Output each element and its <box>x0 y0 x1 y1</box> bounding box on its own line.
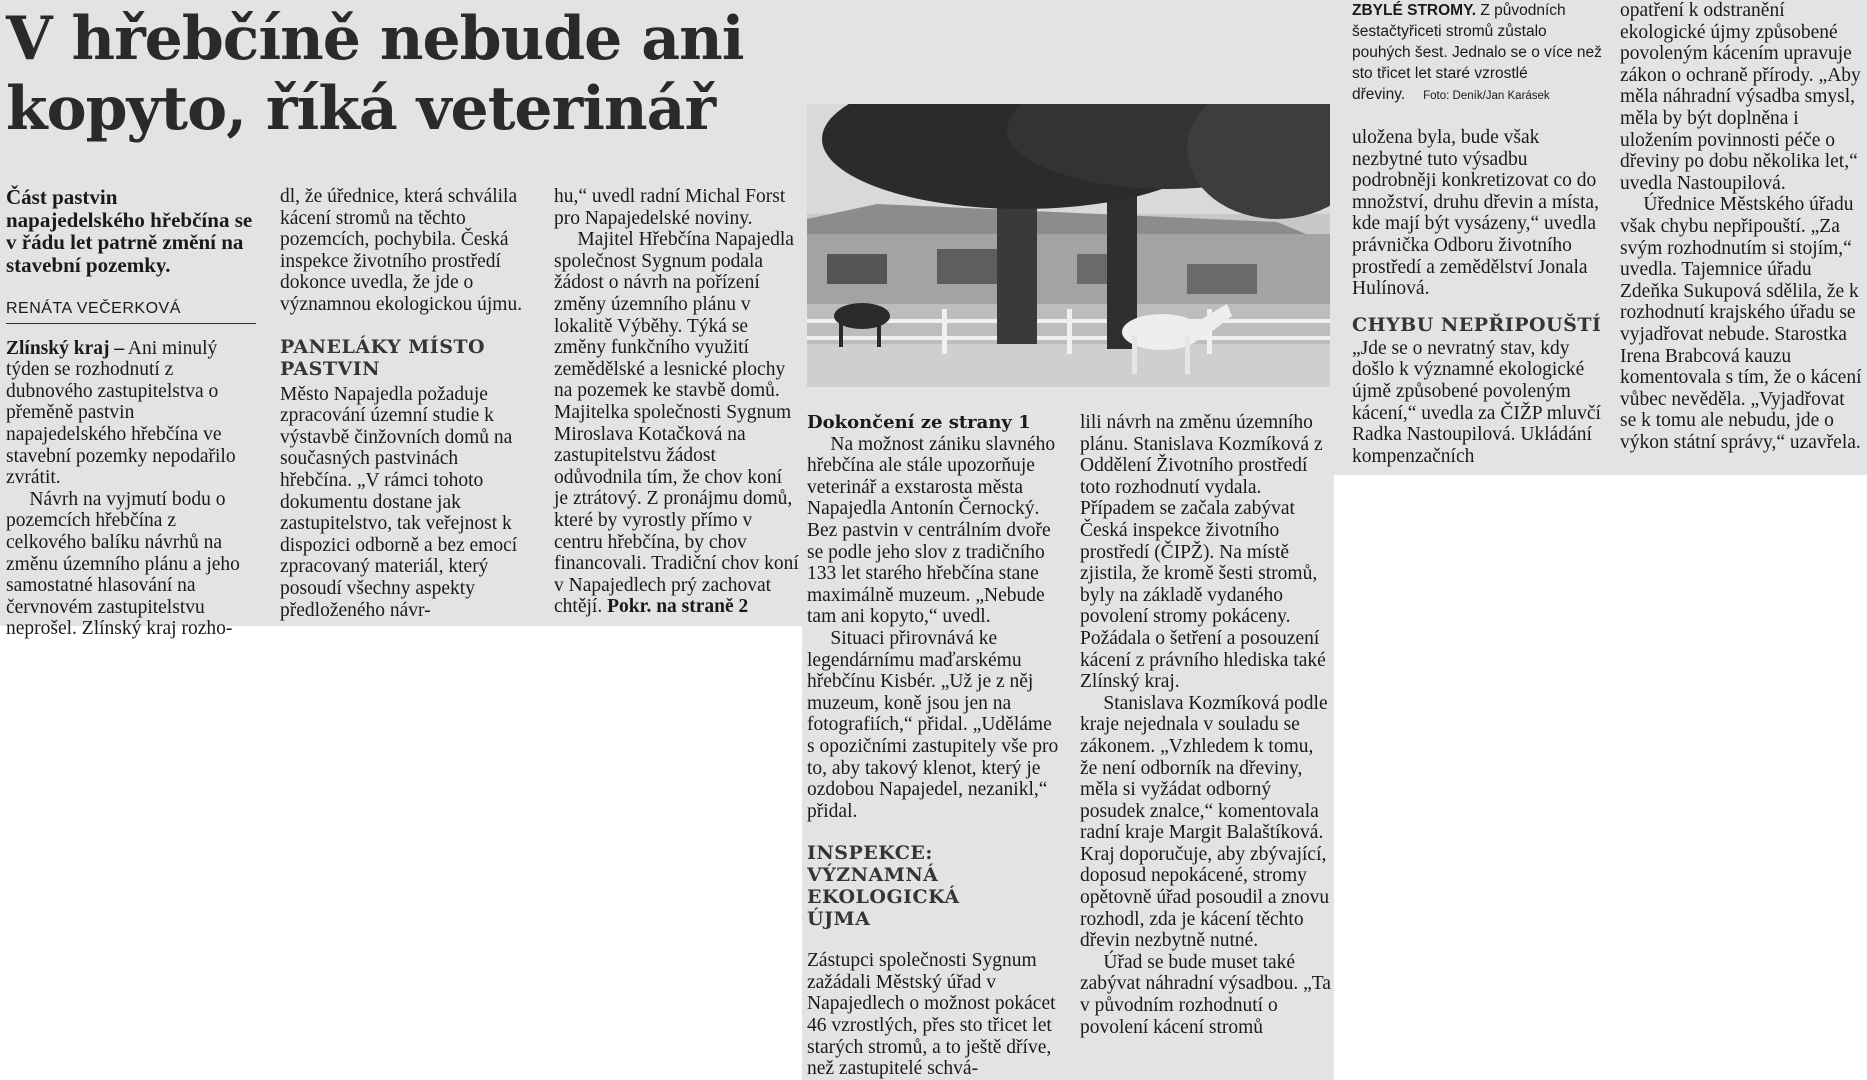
article-paragraph: „Jde se o nevratný stav, kdy došlo k významné ekologické újmě způsobené povoleným kácení,“ uvedla za ČIŽP mluvčí Radka Nastoupilová. Ukládání kompenzačních <box>1352 337 1601 467</box>
article-paragraph: Město Napajedla požaduje zpracování územní studie k výstavbě činžovních domů na současných pastvinách hřebčína. „V rámci tohoto dokumentu dostane jak zastupitelstvo, tak veřejnost k dispozici odborně a bez emocí zpracovaný materiál, který posoudí všechny aspekty předloženého návr- <box>280 383 518 621</box>
horse-stable-photo <box>807 104 1330 387</box>
continuation-column-1 <box>807 412 1059 1080</box>
horse-stable-photo-svg <box>807 104 1330 387</box>
article-paragraph: Stanislava Kozmíková podle kraje nejednala v souladu se zákonem. „Vzhledem k tomu, že není odborník na dřeviny, měla si vyžádat odborný posudek znalce,“ komentovala radní kraje Margit Balaštíková. Kraj doporučuje, aby zbývající, doposud nepokácené, stromy opětovně úřad posoudil a znovu rozhodl, zda je kácení těchto dřevin nezbytně nutné. <box>1080 692 1330 952</box>
article-paragraph: lili návrh na změnu územního plánu. Stanislava Kozmíková z Oddělení Životního prostředí toto rozhodnutí vydala. Případem se začala zabývat Česká inspekce životního prostředí (ČIPŽ). Na místě zjistila, že kromě šesti stromů, byly na základě vydaného povolení stromy pokáceny. Požádala o šetření a posouzení kácení z právního hlediska také Zlínský kraj. <box>1080 412 1326 693</box>
photo-caption: ZBYLÉ STROMY. Z původních šestačtyřiceti stromů zůstalo pouhých šest. Jednalo se o více než sto třicet let staré vzrostlé dřeviny. Foto: Deník/Jan Karásek <box>1352 2 1602 103</box>
article-paragraph: uložena byla, bude však nezbytné tuto výsadbu podrobněji konkretizovat co do množství, druhu dřevin a místa, kde mají být vysázeny,“ uvedla právnička Odboru životního prostředí a zemědělství Jonala Hulínová. <box>1352 127 1599 300</box>
article-column-2 <box>280 186 530 621</box>
article-paragraph: Návrh na vyjmutí bodu o pozemcích hřebčína z celkového balíku návrhů na změnu územního plánu a jeho samostatné hlasování na červnovém zastupitelstvu neprošel. Zlínský kraj rozho- <box>6 488 240 640</box>
article-paragraph: Situaci přirovnává ke legendárnímu maďarskému hřebčínu Kisbér. „Už je z něj muzeum, koně jsou jen na fotografiích,“ přidal. „Uděláme s opozičními zastupitely vše pro to, aby takový klenot, který je ozdobou Napajedel, nezanikl,“ přidal. <box>807 627 1059 822</box>
headline: V hřebčíně nebude ani kopyto, říká veterinář <box>6 4 744 144</box>
author: RENÁTA VEČERKOVÁ <box>6 298 256 324</box>
article-paragraph: Zlínský kraj – Ani minulý týden se rozhodnutí z dubnového zastupitelstva o přeměně pastvin napajedelského hřebčína ve stavební pozemky nepodařilo zvrátit. <box>6 337 236 489</box>
continuation-title: Dokončení ze strany 1 <box>807 412 1031 433</box>
continuation-column-4 <box>1620 0 1865 453</box>
article-paragraph: hu,“ uvedl radní Michal Forst pro Napajedelské noviny. <box>554 186 786 229</box>
subheading: INSPEKCE: VÝZNAMNÁ EKOLOGICKÁ ÚJMA <box>807 842 960 931</box>
dateline: Zlínský kraj – <box>6 337 125 359</box>
subheading: PANELÁKY MÍSTO PASTVIN <box>280 335 486 380</box>
article-paragraph: opatření k odstranění ekologické újmy způsobené povoleným kácením upravuje zákon o ochraně přírody. „Aby měla náhradní výsadba smysl, měla by být doplněna i uložením povinnosti péče o dřeviny po dobu několika let,“ uvedla Nastoupilová. <box>1620 0 1861 194</box>
photo-credit: Foto: Deník/Jan Karásek <box>1423 90 1550 102</box>
continued-link[interactable]: Pokr. na straně 2 <box>607 596 749 618</box>
article-column-3 <box>554 186 800 618</box>
article-paragraph: Úřednice Městského úřadu však chybu nepřipouští. „Za svým rozhodnutím si stojím,“ uvedla. Tajemnice úřadu Zdeňka Sukupová sdělila, že k rozhodnutí krajského úřadu se vyjadřovat nebude. Starostka Irena Brabcová kauzu komentovala s tím, že o kácení vůbec nevěděla. „Vyjadřovat se k tomu ale nebudu, jde o výkon státní správy,“ uzavřela. <box>1620 194 1862 453</box>
lead: Část pastvin napajedelského hřebčína se v řádu let patrně změní na stavební pozemky. <box>6 185 253 277</box>
article-paragraph: Na možnost zániku slavného hřebčína ale stále upozorňuje veterinář a exstarosta města Napajedla Antonín Černocký. Bez pastvin v centrálním dvoře se podle jeho slov z tradičního 133 let starého hřebčína stane maximálně muzeum. „Nebude tam ani kopyto,“ uvedl. <box>807 433 1056 628</box>
caption-head: ZBYLÉ STROMY. <box>1352 2 1477 19</box>
lead-column <box>6 186 256 640</box>
article-paragraph: dl, že úřednice, která schválila kácení stromů na těchto pozemcích, pochybila. Česká inspekce životního prostředí dokonce uvedla, že jde o významnou ekologickou újmu. <box>280 186 523 315</box>
subheading: CHYBU NEPŘIPOUŠTÍ <box>1352 313 1602 336</box>
article-paragraph: Majitel Hřebčína Napajedla společnost Sygnum podala žádost o návrh na pořízení změny územního plánu v lokalitě Výběhy. Týká se změny funkčního využití zemědělské a lesnické plochy na pozemek ke stavbě domů. Majitelka společnosti Sygnum Miroslava Kotačková na zastupitelstvu žádost odůvodnila tím, že chov koní je ztrátový. Z pronájmu domů, které by vyrostly přímo v centru hřebčína, by chov financovali. Tradiční chov koní v Napajedlech prý zachovat chtějí. Pokr. na straně 2 <box>554 229 799 618</box>
continuation-column-2 <box>1080 412 1332 1038</box>
article-paragraph: Zástupci společnosti Sygnum zažádali Městský úřad v Napajedlech o možnost pokácet 46 vzrostlých, přes sto třicet let starých stromů, a to ještě dříve, než zastupitelé schvá- <box>807 950 1056 1080</box>
continuation-column-3 <box>1352 0 1602 467</box>
article-paragraph: Úřad se bude muset také zabývat náhradní výsadbou. „Ta v původním rozhodnutí o povolení kácení stromů <box>1080 951 1331 1038</box>
